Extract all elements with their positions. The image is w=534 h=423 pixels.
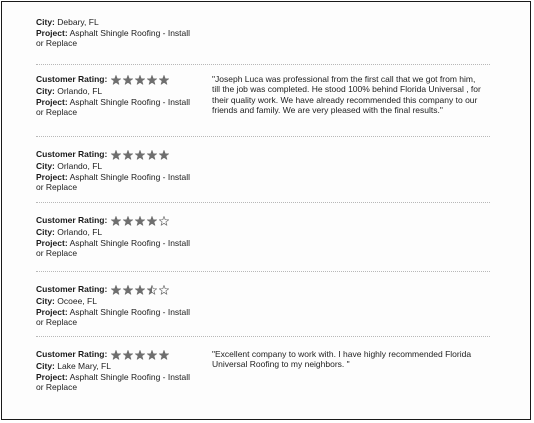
city-value: Orlando, FL <box>57 86 103 96</box>
city-value: Orlando, FL <box>57 227 103 237</box>
star-icon <box>123 285 133 295</box>
review-meta <box>36 74 206 118</box>
city-line <box>36 86 206 97</box>
rating-row <box>36 74 206 85</box>
project-label: Project: <box>36 27 68 38</box>
project-line <box>36 307 206 318</box>
empty-star-icon <box>159 285 169 295</box>
review-comment: "Excellent company to work with. I have highly recommended Florida Universal Roofing to my neighbors. " <box>212 349 472 370</box>
star-rating <box>111 75 169 85</box>
star-rating <box>111 285 169 295</box>
city-line <box>36 161 206 172</box>
star-icon <box>111 285 121 295</box>
star-icon <box>123 216 133 226</box>
review-meta <box>36 149 206 193</box>
city-label: City: <box>36 296 55 306</box>
review-meta <box>36 17 206 49</box>
city-label: City: <box>36 86 55 96</box>
city-line <box>36 361 206 372</box>
star-icon <box>159 150 169 160</box>
divider <box>36 202 490 203</box>
rating-label: Customer Rating: <box>36 349 108 360</box>
divider <box>36 136 490 137</box>
star-icon <box>111 75 121 85</box>
project-value: Asphalt Shingle Roofing - Install <box>69 306 191 317</box>
rating-row <box>36 215 206 226</box>
star-icon <box>135 150 145 160</box>
city-value: Orlando, FL <box>57 161 103 171</box>
review-comment: "Joseph Luca was professional from the first call that we got from him, till the job was completed. He stood 100% behind Florida Universal , for their quality work. We have already recommended this company to our friends and family. We are very pleased with the final results." <box>212 74 481 115</box>
star-icon <box>147 350 157 360</box>
project-label: Project: <box>36 306 68 317</box>
half-star-icon <box>147 285 157 295</box>
project-line <box>36 172 206 183</box>
divider <box>36 64 490 65</box>
star-icon <box>135 216 145 226</box>
star-icon <box>123 350 133 360</box>
star-icon <box>147 150 157 160</box>
star-icon <box>135 350 145 360</box>
city-value: Lake Mary, FL <box>57 361 111 371</box>
divider <box>36 336 490 337</box>
city-line <box>36 227 206 238</box>
star-icon <box>147 75 157 85</box>
star-rating <box>111 350 169 360</box>
star-rating <box>111 150 169 160</box>
project-label: Project: <box>36 237 68 248</box>
star-icon <box>135 285 145 295</box>
rating-row <box>36 149 206 160</box>
project-value: Asphalt Shingle Roofing - Install <box>69 237 191 248</box>
project-line-continued: or Replace <box>36 317 78 327</box>
project-line-continued: or Replace <box>36 182 78 192</box>
project-label: Project: <box>36 96 68 107</box>
project-line <box>36 97 206 108</box>
project-value: Asphalt Shingle Roofing - Install <box>69 371 191 382</box>
project-value: Asphalt Shingle Roofing - Install <box>69 171 191 182</box>
project-line-continued: or Replace <box>36 382 78 392</box>
rating-row <box>36 284 206 295</box>
project-value: Asphalt Shingle Roofing - Install <box>69 27 191 38</box>
review-meta <box>36 284 206 328</box>
city-label: City: <box>36 227 55 237</box>
project-line-continued: or Replace <box>36 38 78 48</box>
star-icon <box>147 216 157 226</box>
city-value: Debary, FL <box>57 17 99 27</box>
project-line-continued: or Replace <box>36 248 78 258</box>
star-icon <box>159 75 169 85</box>
rating-row <box>36 349 206 360</box>
city-line <box>36 17 206 28</box>
star-icon <box>159 350 169 360</box>
review-meta <box>36 215 206 259</box>
divider <box>36 271 490 272</box>
project-label: Project: <box>36 371 68 382</box>
rating-label: Customer Rating: <box>36 149 108 160</box>
project-label: Project: <box>36 171 68 182</box>
star-icon <box>111 150 121 160</box>
rating-label: Customer Rating: <box>36 284 108 295</box>
star-rating <box>111 216 169 226</box>
rating-label: Customer Rating: <box>36 74 108 85</box>
city-label: City: <box>36 17 55 27</box>
project-line <box>36 238 206 249</box>
empty-star-icon <box>159 216 169 226</box>
review-meta <box>36 349 206 393</box>
city-label: City: <box>36 161 55 171</box>
star-icon <box>111 216 121 226</box>
star-icon <box>135 75 145 85</box>
city-line <box>36 296 206 307</box>
city-value: Ocoee, FL <box>57 296 97 306</box>
star-icon <box>111 350 121 360</box>
project-line <box>36 372 206 383</box>
city-label: City: <box>36 361 55 371</box>
project-line-continued: or Replace <box>36 107 78 117</box>
project-line <box>36 28 206 39</box>
rating-label: Customer Rating: <box>36 215 108 226</box>
star-icon <box>123 75 133 85</box>
project-value: Asphalt Shingle Roofing - Install <box>69 96 191 107</box>
star-icon <box>123 150 133 160</box>
